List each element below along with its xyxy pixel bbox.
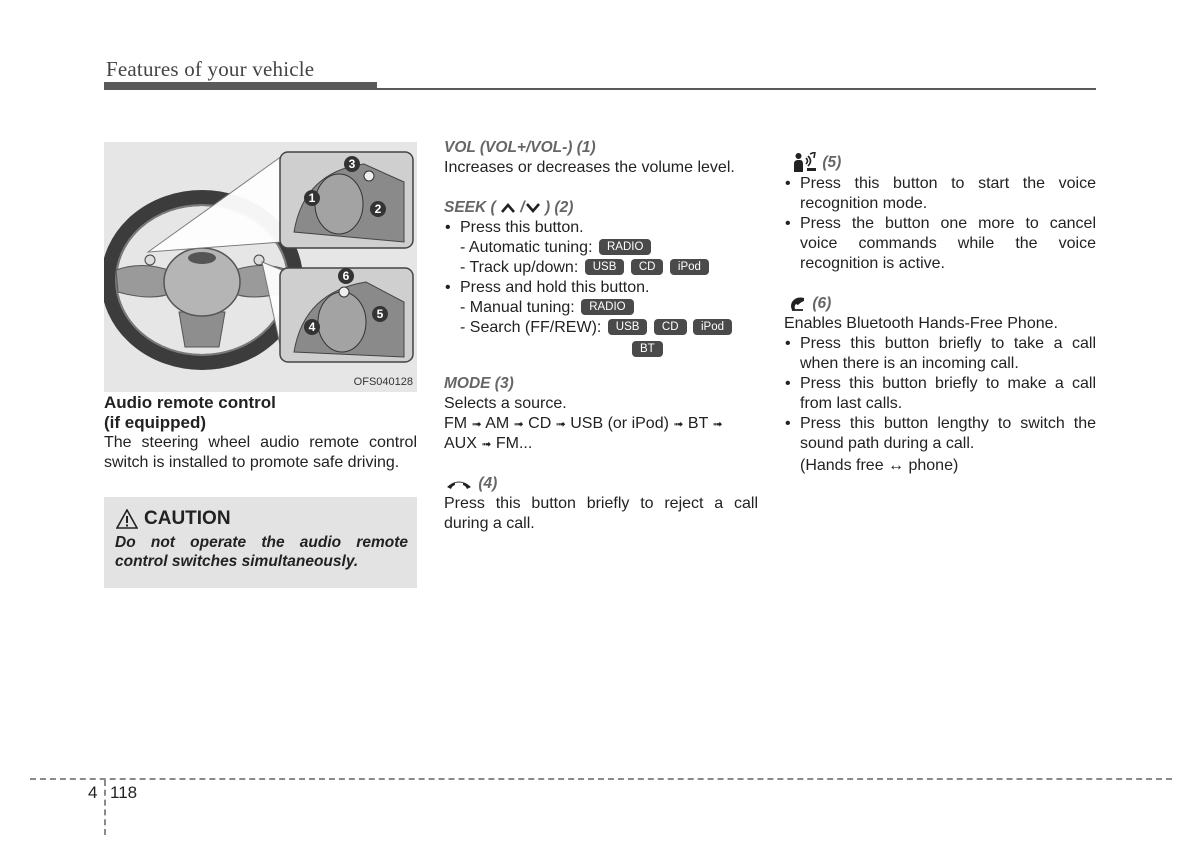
seek-list [444, 218, 758, 360]
radio-tag: RADIO [581, 299, 633, 315]
section-title-line2: (if equipped) [104, 413, 206, 432]
mode-text: Selects a source. [444, 395, 567, 412]
search-row: - Search (FF/REW): USB CD iPod [460, 318, 758, 338]
mode-sequence-line1: FM ➟ AM ➟ CD ➟ USB (or iPod) ➟ BT ➟ [444, 415, 723, 432]
track-row: - Track up/down: USB CD iPod [460, 258, 758, 278]
reject-text: Press this button briefly to reject a call during a call. [444, 495, 758, 532]
phone-hangup-icon [444, 477, 474, 491]
voice-bullet-1: • Press this button to start the voice recognition mode. [784, 174, 1096, 214]
seek-press: • Press this button. - Automatic tuning: RADIO - Track up/down: USB CD iPod [444, 218, 758, 278]
vol-text: Increases or decreases the volume level. [444, 159, 735, 176]
bt-tag: BT [632, 341, 663, 357]
page-number: 118 [110, 783, 138, 802]
phone-text: Enables Bluetooth Hands-Free Phone. [784, 315, 1058, 332]
auto-tuning-row: - Automatic tuning: RADIO [460, 238, 758, 258]
mode-sequence-line2: AUX ➟ FM... [444, 435, 533, 452]
ipod-tag: iPod [693, 319, 732, 335]
svg-text:4: 4 [308, 320, 316, 334]
phone-heading: (6) [784, 294, 1096, 314]
steering-wheel-drawing [104, 142, 417, 392]
usb-tag: USB [608, 319, 648, 335]
footer-divider [104, 780, 106, 835]
seek-heading: SEEK ( / ) (2) [444, 199, 574, 216]
section-body: The steering wheel audio remote control switch is installed to promote safe driving. [104, 434, 417, 471]
right-column [784, 152, 1096, 476]
phone-list [784, 334, 1096, 476]
caution-box [104, 497, 417, 588]
chevron-up-icon [500, 202, 516, 214]
phone-bullet-2: • Press this button briefly to make a call from last calls. [784, 374, 1096, 414]
usb-tag: USB [585, 259, 625, 275]
ipod-tag: iPod [670, 259, 709, 275]
phone-bullet-3: • Press this button lengthy to switch the sound path during a call. (Hands free ↔ phone) [784, 414, 1096, 476]
seek-hold: • Press and hold this button. - Manual tuning: RADIO - Search (FF/REW): USB CD iPod BT [444, 278, 758, 360]
svg-text:3: 3 [348, 157, 356, 171]
svg-text:5: 5 [376, 307, 384, 321]
cd-tag: CD [654, 319, 687, 335]
svg-text:1: 1 [308, 191, 316, 205]
section-title-line1: Audio remote control [104, 393, 276, 412]
warning-triangle-icon [116, 509, 138, 529]
voice-bullet-2: • Press the button one more to cancel voice commands while the voice recognition is active. [784, 214, 1096, 274]
page-header-title: Features of your vehicle [106, 57, 315, 81]
caution-text: Do not operate the audio remote control switches simultaneously. [115, 534, 408, 570]
phone-pickup-icon [788, 296, 808, 312]
svg-text:6: 6 [342, 269, 350, 283]
voice-heading: (5) [784, 152, 1096, 174]
steering-wheel-illustration [104, 142, 417, 392]
chapter-number: 4 [88, 783, 98, 802]
left-column [104, 393, 417, 473]
bt-row [460, 340, 758, 360]
vol-heading: VOL (VOL+/VOL-) (1) [444, 139, 596, 156]
middle-column [444, 138, 758, 534]
phone-note: (Hands free ↔ phone) [800, 457, 959, 474]
voice-list [784, 174, 1096, 274]
svg-text:2: 2 [374, 202, 382, 216]
reject-heading: (4) [444, 474, 758, 494]
caution-title: CAUTION [144, 508, 231, 529]
chevron-down-icon [525, 202, 541, 214]
header-rule [104, 88, 1096, 90]
mode-heading: MODE (3) [444, 375, 514, 392]
radio-tag: RADIO [599, 239, 651, 255]
cd-tag: CD [631, 259, 664, 275]
voice-recognition-icon [792, 152, 818, 174]
figure-code: OFS040128 [353, 376, 413, 388]
phone-bullet-1: • Press this button briefly to take a call when there is an incoming call. [784, 334, 1096, 374]
caution-heading [116, 508, 231, 530]
manual-tuning-row: - Manual tuning: RADIO [460, 298, 758, 318]
footer-rule [30, 778, 1172, 780]
